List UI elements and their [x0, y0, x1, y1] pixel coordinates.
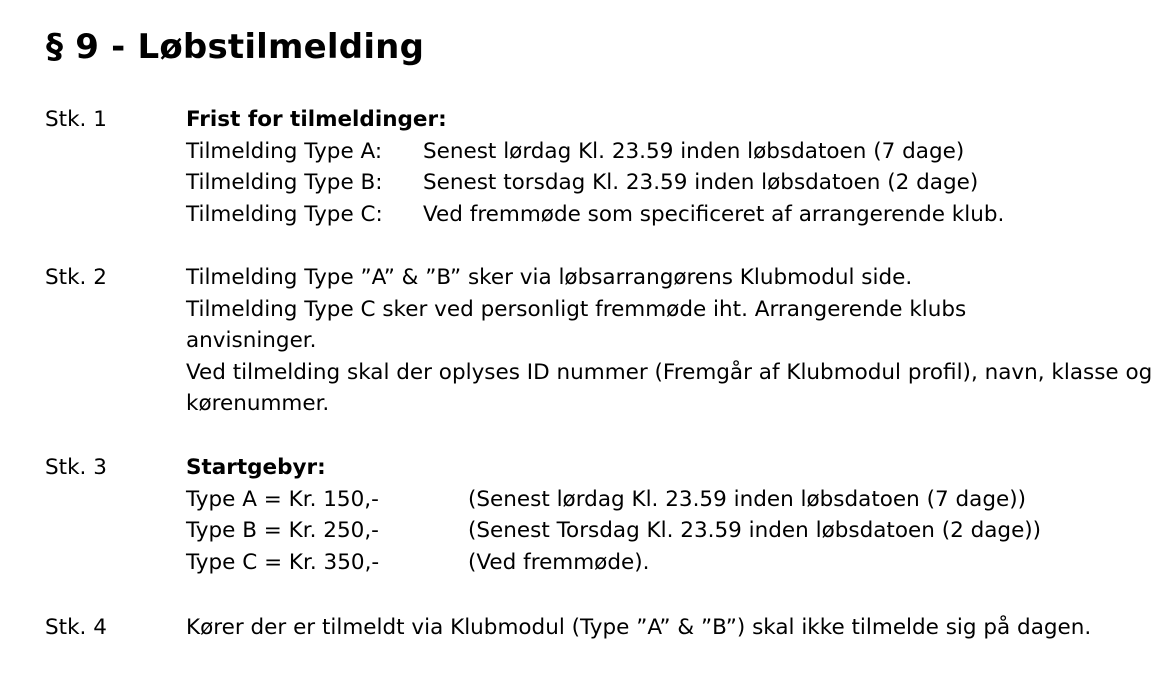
stk-3-heading: Startgebyr: [186, 455, 326, 480]
registration-deadline: Ved fremmøde som specificeret af arrangerende klub. [423, 201, 1005, 227]
stk-4-paragraph: Kører der er tilmeldt via Klubmodul (Type ”A” & ”B”) skal ikke tilmelde sig på dagen. [186, 615, 1092, 640]
registration-type-label: Tilmelding Type A: [186, 138, 383, 164]
stk-2-paragraph: Tilmelding Type C sker ved personligt fremmøde iht. Arrangerende klubs anvisninger. [186, 296, 967, 353]
section-title: § 9 - Løbstilmelding [46, 27, 425, 67]
registration-deadline: Senest lørdag Kl. 23.59 inden løbsdatoen (7 dage) [423, 138, 965, 164]
registration-row-type-c [186, 199, 1171, 231]
stk-1-body [186, 104, 1171, 230]
stk-2-label: Stk. 2 [45, 265, 107, 290]
registration-row-type-a [186, 136, 1171, 168]
stk-2-paragraph: Ved tilmelding skal der oplyses ID nummer (Fremgår af Klubmodul profil), navn, klasse og kørenummer. [186, 359, 1153, 416]
stk-1-label: Stk. 1 [45, 107, 107, 132]
stk-1-heading: Frist for tilmeldinger: [186, 107, 447, 132]
registration-deadline: Senest torsdag Kl. 23.59 inden løbsdatoen (2 dage) [423, 170, 979, 195]
fee-note: (Senest Torsdag Kl. 23.59 inden løbsdatoen (2 dage)) [468, 518, 1042, 543]
stk-2-body [186, 262, 1171, 420]
stk-3-body [186, 452, 1171, 578]
fee-amount: Type C = Kr. 350,- [186, 549, 380, 575]
registration-type-label: Tilmelding Type C: [186, 201, 383, 227]
fee-note: (Ved fremmøde). [468, 549, 650, 575]
stk-4-label: Stk. 4 [45, 615, 107, 640]
fee-amount: Type B = Kr. 250,- [186, 518, 379, 543]
fee-row-type-a [186, 484, 1171, 516]
fee-row-type-b [186, 515, 1171, 547]
fee-note: (Senest lørdag Kl. 23.59 inden løbsdatoen (7 dage)) [468, 486, 1026, 512]
registration-row-type-b [186, 167, 1171, 199]
fee-row-type-c [186, 547, 1171, 579]
registration-type-label: Tilmelding Type B: [186, 170, 383, 195]
stk-4-body [186, 612, 1171, 644]
stk-2-paragraph: Tilmelding Type ”A” & ”B” sker via løbsarrangørens Klubmodul side. [186, 265, 913, 290]
fee-amount: Type A = Kr. 150,- [186, 486, 379, 512]
stk-3-label: Stk. 3 [45, 455, 107, 480]
